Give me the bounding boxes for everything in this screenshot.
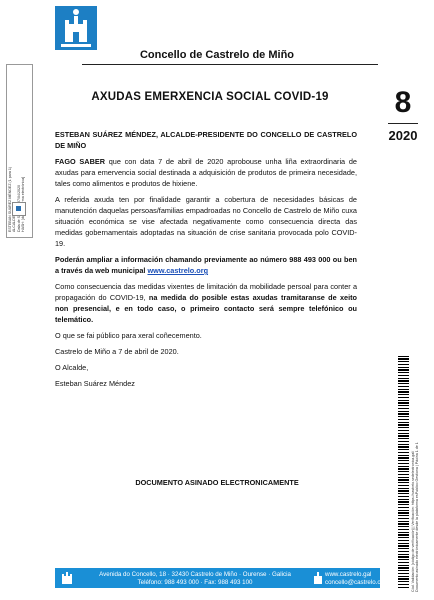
- verification-text: [411, 352, 433, 592]
- paragraph-fago-saber: [55, 156, 357, 189]
- footer-address: [85, 571, 305, 586]
- footer-web: [325, 571, 387, 586]
- document-title: AXUDAS EMERXENCIA SOCIAL COVID-19: [91, 91, 329, 103]
- measures-text: Como consecuencia das medidas vixentes de limitación da mobilidade persoal para conter a propagación do COVID-19,: [55, 282, 357, 302]
- verification-line-1: Cód. Validación: [código de verificación] | Verificación: https://castrelo.sedelectronica.gal/: [411, 450, 415, 592]
- paragraph-name: Esteban Suárez Méndez: [55, 379, 135, 388]
- municipal-logo: [55, 6, 97, 50]
- footer-bar: [55, 568, 387, 588]
- document-year: 2020: [388, 128, 418, 143]
- barcode: [398, 356, 409, 588]
- side-line-1: ESTEBAN SUÁREZ MÉNDEZ (1 para 1): [8, 166, 12, 232]
- municipal-web-link[interactable]: www.castrelo.org: [147, 266, 209, 275]
- paragraph-mayor: O Alcalde,: [55, 363, 89, 372]
- footer-email-link[interactable]: concello@castrelo.org: [325, 578, 387, 586]
- castle-icon: [61, 571, 73, 585]
- paragraph-date: Castrelo de Miño a 7 de abril de 2020.: [55, 347, 179, 356]
- paragraph-purpose: A referida axuda ten por finalidade garantir a cobertura de necesidades básicas de manutención daquelas persoas/familias empadroadas no Concello de Castrelo de Miño cuxa situación económica se vise afectada negativamente como consecuencia directa das medidas gobernamentais adoptadas na situación de crise sanitaria provocada polo COVID-19.: [55, 195, 357, 248]
- document-body: [55, 129, 357, 394]
- fago-saber-lead: FAGO SABER: [55, 157, 105, 166]
- intro-paragraph: ESTEBAN SUÁREZ MÉNDEZ, ALCALDE-PRESIDENTE DO CONCELLO DE CASTRELO DE MIÑO: [55, 130, 357, 150]
- header-divider: [82, 64, 378, 65]
- castle-icon-small: [313, 571, 323, 585]
- side-line-2: ALCALDE: [12, 215, 17, 232]
- contact-text: Poderán ampliar a información chamando previamente ao número 988 493 000 ou ben a través da web municipal: [55, 255, 357, 275]
- number-divider: [388, 123, 418, 124]
- document-number: 8: [394, 86, 412, 119]
- verification-line-2: Documento asinado electrónicamente desde la plataforma esPublico Gestiona | Páxina 1 de 1: [415, 442, 420, 592]
- footer-address-line-2: Teléfono: 988 493 000 · Fax: 988 493 100: [137, 578, 253, 586]
- paragraph-public: O que se fai público para xeral coñecemento.: [55, 331, 202, 340]
- measures-bold-text: na medida do posible estas axudas tramitaranse de xeito non presencial, e en todo caso, o primeiro contacto será sempre telefónico ou telemático.: [55, 293, 358, 324]
- fago-saber-text: que con data 7 de abril de 2020 aprobouse unha liña extraordinaria de axudas para emervencia social destinada a adquisición de produtos de primeira necesidade, tales como alimentos e produtos de hixiene.: [55, 157, 357, 188]
- castle-shield-icon: [55, 6, 97, 50]
- footer-website-link[interactable]: www.castrelo.gal: [325, 571, 372, 578]
- footer-address-line-1: Avenida do Concello, 18 · 32430 Castrelo de Miño · Ourense · Galicia: [99, 571, 291, 578]
- paragraph-contact: [55, 254, 357, 276]
- signed-notice: DOCUMENTO ASINADO ELECTRONICAMENTE: [135, 478, 299, 487]
- header-title: Concello de Castrelo de Miño: [139, 49, 295, 61]
- paragraph-measures: [55, 281, 357, 325]
- seal-icon: [12, 202, 26, 216]
